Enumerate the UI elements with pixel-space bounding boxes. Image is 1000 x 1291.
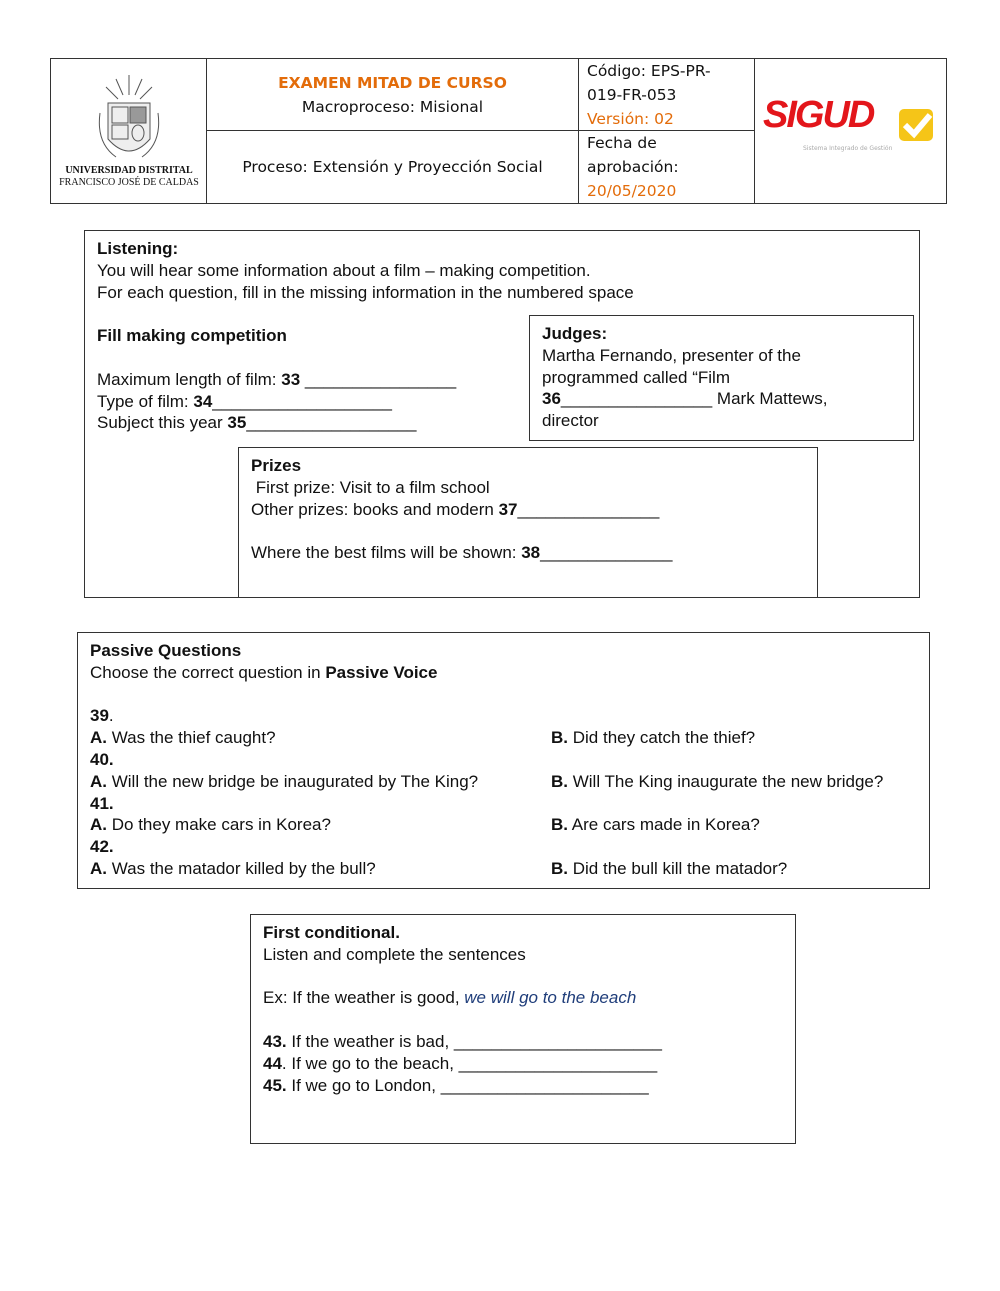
option-a[interactable]: A. Do they make cars in Korea? (90, 815, 331, 835)
proceso: Proceso: Extensión y Proyección Social (242, 158, 543, 176)
option-b[interactable]: B. Will The King inaugurate the new bridge? (551, 771, 884, 791)
question-44[interactable]: 44. If we go to the beach, _____________________ (263, 1053, 658, 1073)
question-34[interactable]: Type of film: 34___________________ (97, 391, 392, 411)
option-b[interactable]: B. Did they catch the thief? (551, 728, 756, 748)
fecha-value: 20/05/2020 (587, 182, 677, 200)
passive-instructions: Choose the correct question in Passive Voice (90, 662, 438, 682)
judges-box (529, 315, 914, 441)
judges-line2: programmed called “Film (542, 367, 730, 387)
checkmark-icon (897, 107, 937, 143)
option-b[interactable]: B. Are cars made in Korea? (551, 815, 760, 835)
question-37[interactable]: Other prizes: books and modern 37_______________ (251, 499, 660, 519)
prizes-title: Prizes (251, 456, 302, 475)
passive-title: Passive Questions (90, 641, 242, 660)
question-35[interactable]: Subject this year 35__________________ (97, 413, 417, 433)
passive-question-row (90, 858, 917, 880)
question-38[interactable]: Where the best films will be shown: 38______________ (251, 543, 673, 563)
passive-question-row (90, 727, 917, 749)
fill-subtitle: Fill making competition (97, 326, 287, 346)
question-45[interactable]: 45. If we go to London, ______________________ (263, 1075, 649, 1095)
sigud-subtext: Sistema Integrado de Gestión (803, 145, 893, 152)
passive-question-number: 40. (90, 749, 114, 769)
exam-title: EXAMEN MITAD DE CURSO (278, 74, 507, 92)
conditional-title: First conditional. (263, 923, 400, 942)
passive-question-number: 42. (90, 837, 114, 857)
option-b[interactable]: B. Did the bull kill the matador? (551, 858, 788, 878)
prizes-box (238, 447, 818, 598)
fecha-line2: aprobación: (587, 158, 679, 176)
university-subname: FRANCISCO JOSÉ DE CALDAS (59, 177, 199, 188)
version: Versión: 02 (587, 110, 674, 128)
passive-question-number: 41. (90, 793, 114, 813)
university-name: UNIVERSIDAD DISTRITAL (65, 165, 193, 176)
conditional-example: Ex: If the weather is good, we will go to the beach (263, 988, 637, 1008)
judges-line4: director (542, 411, 599, 431)
document-header (50, 58, 947, 204)
listening-title: Listening: (97, 239, 179, 258)
passive-section (77, 632, 930, 889)
codigo-line2: 019-FR-053 (587, 86, 677, 104)
macroproceso: Macroproceso: Misional (301, 98, 484, 116)
fecha-line1: Fecha de (587, 134, 657, 152)
passive-question-row (90, 771, 917, 793)
conditional-section (250, 914, 796, 1144)
prizes-line1: First prize: Visit to a film school (251, 477, 490, 497)
university-logo-cell (51, 59, 207, 203)
passive-question-number: 39. (90, 706, 114, 726)
question-36[interactable]: 36________________ Mark Mattews, (542, 389, 828, 409)
conditional-instructions: Listen and complete the sentences (263, 944, 526, 964)
sigud-logo-text: SIGUD (763, 94, 874, 136)
option-a[interactable]: A. Will the new bridge be inaugurated by The King? (90, 771, 479, 791)
judges-title: Judges: (542, 324, 608, 343)
listening-line1: You will hear some information about a film – making competition. (97, 260, 591, 280)
passive-question-row (90, 814, 917, 836)
sigud-logo (755, 59, 946, 203)
codigo-line1: Código: EPS-PR- (587, 62, 711, 80)
judges-line1: Martha Fernando, presenter of the (542, 345, 801, 365)
question-43[interactable]: 43. If the weather is bad, ______________________ (263, 1031, 662, 1051)
option-a[interactable]: A. Was the matador killed by the bull? (90, 858, 376, 878)
question-33[interactable]: Maximum length of film: 33 ________________ (97, 369, 457, 389)
option-a[interactable]: A. Was the thief caught? (90, 728, 276, 748)
listening-line2: For each question, fill in the missing information in the numbered space (97, 282, 634, 302)
university-crest-icon (96, 73, 162, 165)
